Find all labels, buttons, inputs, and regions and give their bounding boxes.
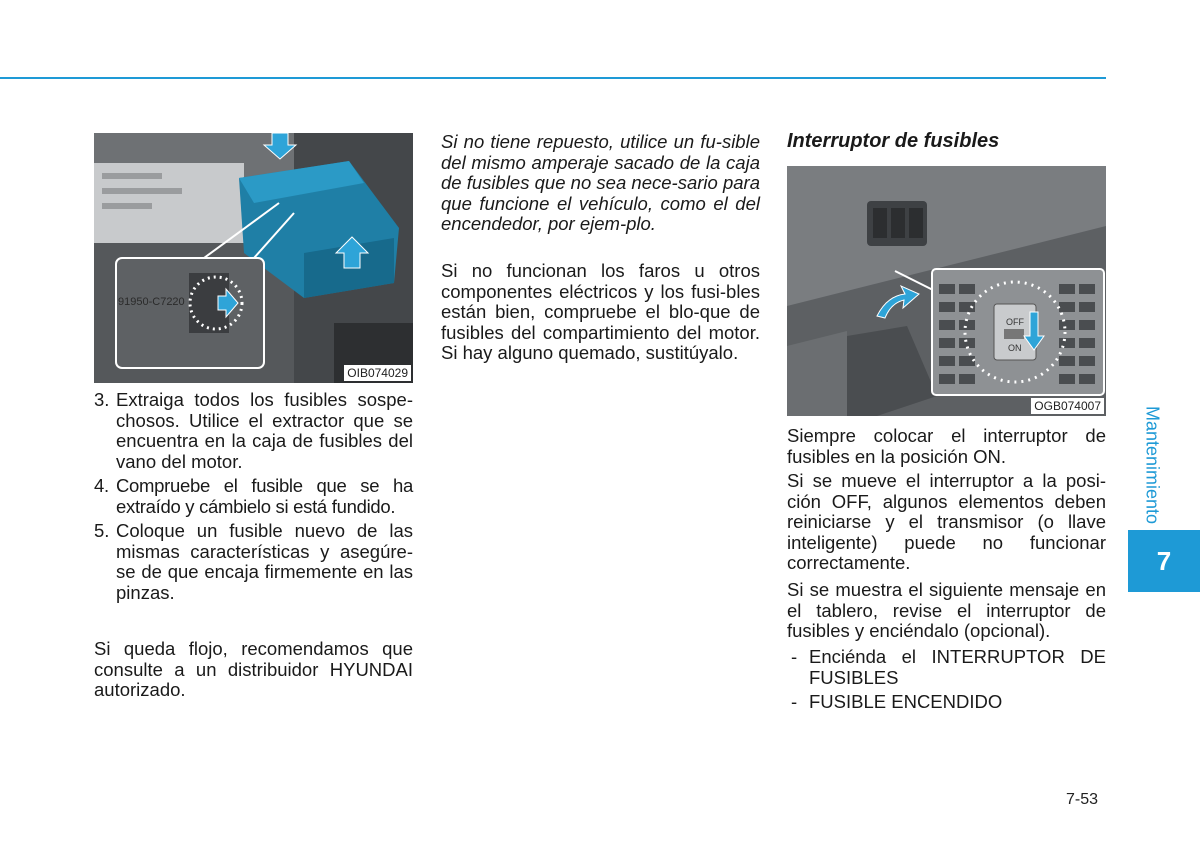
image-code: OGB074007: [1031, 398, 1104, 414]
image-code: OIB074029: [344, 365, 411, 381]
list-item: [787, 647, 1106, 688]
engine-fuse-box-photo: [94, 133, 413, 383]
headlights-note: Si no funcionan los faros u otros componentes eléctricos y los fusi-bles están bien, compruebe el blo-que de fusibles del compartimiento del motor. Si hay alguno quemado, sustitúyalo.: [441, 260, 760, 363]
message-list: [787, 647, 1106, 713]
bullet-mark: -: [791, 691, 798, 712]
engine-fuse-box-illustration: [94, 133, 413, 383]
list-item: [94, 390, 413, 472]
dashboard-message-note: Si se muestra el siguiente mensaje en el tablero, revise el interruptor de fusibles y enciéndalo (opcional).: [787, 579, 1106, 641]
step-text: Extraiga todos los fusibles sospe-chosos. Utilice el extractor que se encuentra en la caja de fusibles del vano del motor.: [116, 389, 413, 472]
step-number: 3.: [94, 389, 110, 410]
dealer-note: Si queda flojo, recomendamos que consulte a un distribuidor HYUNDAI autorizado.: [94, 638, 413, 700]
svg-text:91950-C7220: 91950-C7220: [118, 296, 185, 308]
bullet-mark: -: [791, 646, 798, 667]
chapter-tab: 7: [1128, 530, 1200, 592]
section-heading: Interruptor de fusibles: [787, 130, 1000, 152]
section-side-label: [1140, 400, 1164, 530]
fuse-switch-illustration: [787, 166, 1106, 416]
step-number: 5.: [94, 520, 110, 541]
header-rule: [0, 77, 1106, 79]
list-item: [94, 476, 413, 517]
svg-text:OFF: OFF: [1006, 317, 1024, 327]
section-label-text: Mantenimiento: [1142, 405, 1163, 525]
page-number: 7-53: [1066, 791, 1099, 808]
step-number: 4.: [94, 475, 109, 496]
list-item: [94, 521, 413, 603]
list-item: [787, 692, 1106, 713]
fuse-switch-photo: [787, 166, 1106, 416]
steps-list: [94, 390, 413, 603]
switch-on-note: Siempre colocar el interruptor de fusibles en la posición ON.: [787, 425, 1106, 467]
spare-fuse-note: Si no tiene repuesto, utilice un fu-sible del mismo amperaje sacado de la caja de fusibles que no sea nece-sario para que funcione el vehículo, como el del encendedor, por ejem-plo.: [441, 131, 760, 234]
step-text: Compruebe el fusible que se ha extraído y cámbielo si está fundido.: [116, 475, 413, 517]
switch-off-note: Si se mueve el interruptor a la posi-ción OFF, algunos elementos deben reiniciarse y el transmisor (o llave inteligente) puede no funcionar correctamente.: [787, 470, 1106, 573]
bullet-text: FUSIBLE ENCENDIDO: [809, 691, 1003, 712]
bullet-text: Enciénda el INTERRUPTOR DE FUSIBLES: [809, 646, 1106, 688]
step-text: Coloque un fusible nuevo de las mismas características y asegúre-se de que encaja firmemente en las pinzas.: [116, 520, 413, 603]
svg-text:ON: ON: [1008, 343, 1022, 353]
